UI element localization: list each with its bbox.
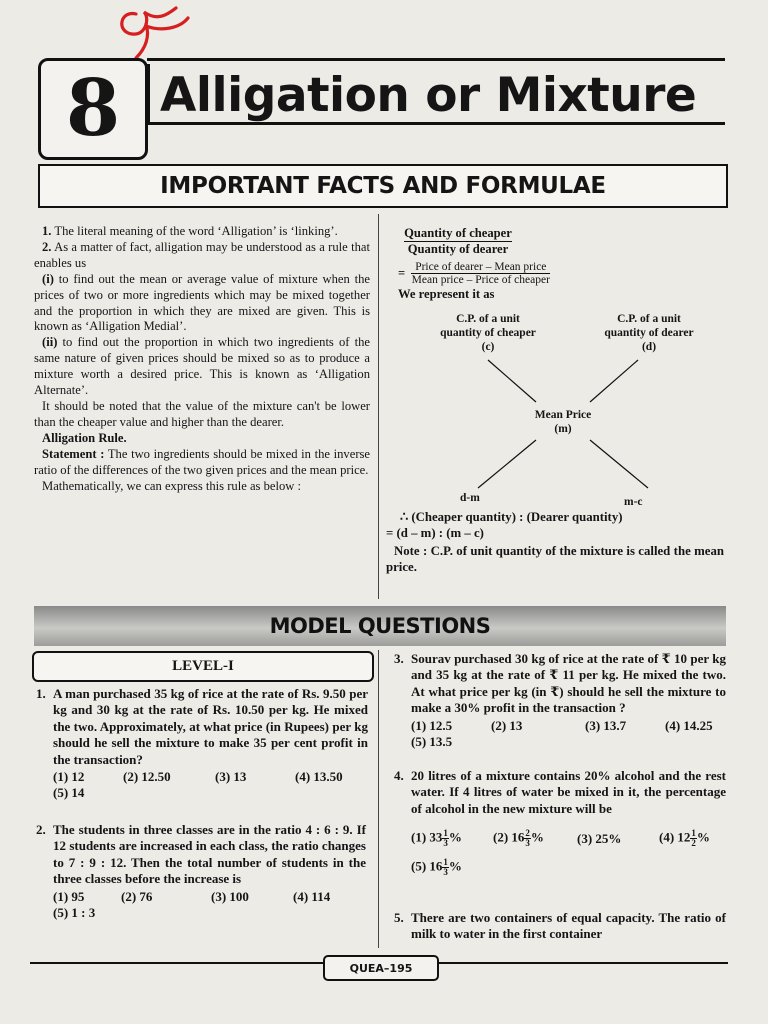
title-top-rule [147,58,725,61]
formula-column [398,226,728,302]
rule-math: Mathematically, we can express this rule as below : [42,478,302,493]
fact-note: It should be noted that the value of the mixture can't be lower than the cheaper value and higher than the dearer. [34,398,370,429]
question-3: 3. Sourav purchased 30 kg of rice at the rate of ₹ 10 per kg and 35 kg at the rate of ₹ 11 per kg. He mixed the two. At what price per kg (in ₹) should he sell the mixture to make a 30% profit in the transaction ? (1) 12.5 (2) 13 (3) 13.7 (4) 14.25 (5) 13.5 [394,651,726,750]
title-left-rule [147,64,150,122]
chapter-title: Alligation or Mixture [160,68,697,123]
column-divider-bottom [378,650,379,948]
chapter-number: 8 [65,63,121,154]
footer-rule-right [435,962,728,964]
represent-text: We represent it as [398,287,495,301]
model-questions-banner [34,606,726,646]
question-1: 1. A man purchased 35 kg of rice at the rate of Rs. 9.50 per kg and 30 kg at the rate of Rs. 10.50 per kg. He mixed the two. Approximately, at what price (in Rupees) per kg should he sell the mixture to make 35 per cent profit in the transaction? (1) 12 (2) 12.50 (3) 13 (4) 13.50 (5) 14 [36,686,368,801]
handwritten-mark-icon [106,4,194,62]
cheaper-label: C.P. of a unit quantity of cheaper (c) [440,313,536,353]
fact-1: 1. The literal meaning of the word ‘Alligation’ is ‘linking’. [42,224,338,238]
rule-heading: Alligation Rule. [42,430,127,445]
question-4-options: (1) 33 $\frac{1}{3}$ % (2) 16 $\frac{2}{3}$ % (3) 25% (4) 12 $\frac{1}{2}$ % [411,828,710,849]
question-5: 5. There are two containers of equal capacity. The ratio of milk to water in the first container [394,910,726,942]
facts-heading: IMPORTANT FACTS AND FORMULAE [160,173,606,199]
facts-heading-box [38,164,728,208]
alligation-diagram [398,310,728,510]
question-2: 2. The students in three classes are in the ratio 4 : 6 : 9. If 12 students are increased in each class, the ratio changes to 7 : 9 : 12. Then the total number of students in the three classes before the increase is (1) 95 (2) 76 (3) 100 (4) 114 (5) 1 : 3 [36,822,366,921]
model-questions-heading: MODEL QUESTIONS [269,614,491,638]
ratio-fraction: Quantity of cheaper Quantity of dearer [404,226,512,256]
question-4: 4. 20 litres of a mixture contains 20% alcohol and the rest water. If 4 litres of water be mixed in it, the percentage of alcohol in the new mixture will be (1) 33 $\frac{1}{3}$ % (2) 16 $\frac{2}{3}$ % (3) 25% (4) 12 $\frac{1}{2}$ % (5) 16 $\frac{1}{3}$ % [394,768,726,878]
formula-conclusion: ∴ (Cheaper quantity) : (Dearer quantity) = (d – m) : (m – c) Note : C.P. of unit quantity of the mixture is called the mean price. [386,510,724,574]
price-fraction: = Price of dearer – Mean price Mean price – Price of cheaper [398,261,550,286]
level-heading: LEVEL-I [172,658,234,674]
diff-dm: d-m [460,492,480,504]
facts-left-column [34,224,370,494]
dearer-label: C.P. of a unit quantity of dearer (d) [604,313,694,353]
diff-mc: m-c [624,496,643,508]
page-number-tag [323,955,439,981]
question-2-options: (1) 95 (2) 76 (3) 100 (4) 114 [53,888,331,904]
rule-statement: Statement : The two ingredients should be mixed in the inverse ratio of the differences of the two given prices and the mean price. [34,446,370,477]
formula-note: Note : C.P. of unit quantity of the mixture is called the mean price. [386,543,724,574]
fact-2: 2. As a matter of fact, alligation may be understood as a rule that enables us [34,239,370,270]
question-1-options: (1) 12 (2) 12.50 (3) 13 (4) 13.50 [53,769,343,785]
mean-label: Mean Price (m) [534,409,592,435]
column-divider-top [378,214,379,599]
chapter-number-box [38,58,148,160]
fact-2-i: (i) to find out the mean or average value of mixture when the prices of two or more ingredients which may be mixed together and the proportion in which they are mixed are given. This is known as ‘Alligation Medial’. [34,271,370,334]
footer-rule-left [30,962,323,964]
level-box [32,651,374,682]
fact-2-ii: (ii) to find out the proportion in which two ingredients of the same nature of given prices should be mixed so as to produce a mixture worth a desired price. This is known as ‘Alligation Alternate’. [34,335,371,398]
question-3-options: (1) 12.5 (2) 13 (3) 13.7 (4) 14.25 [411,717,713,733]
page-number: QUEA–195 [349,961,413,975]
